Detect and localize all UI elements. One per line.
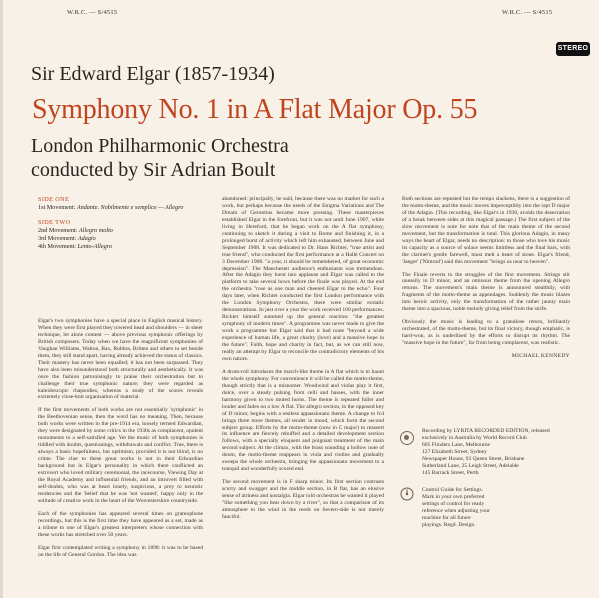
movement-line: [38, 204, 183, 212]
paragraph: abandoned: principally, he said, because there was no market for such a work, but perhaps because the needs of the Enigma Variations and The Dream of Gerontius became more pressing. These masterpieces established Elgar in the forefront, but it was not until June 1907, while living in Hereford, that he began work on the A flat symphony, continuing to sketch it during a visit to Rome and finishing it, in a prolonged burst of activity which left him exhausted, between June and September 1908. It was dedicated to Dr. Hans Richter, "true artist and true friend", who conducted the first performance at a Hallé Concert on 3 December 1908. "a year, it should be remembered, of great economic depression". The Manchester audience's enthusiasm was tremendous. After the Adagio they burst into applause and Elgar was called to the platform to take several bows before the finale was played. At the end the orchestra "rose as one man and cheered Elgar to the echo". Four days later, when Richter conducted the first London performance with the London Symphony Orchestra, there were similar ecstatic demonstrations. In just over a year the work received 100 performances. Richter himself summed up the general reaction: "the greatest symphony of modern times". A programme was never made to give the work a programme but Elgar said that it had none "beyond a wide experience of human life, a great charity (love) and a massive hope in the future". Faith, hope and charity in fact, but, as we can still now, really an attempt by Elgar to reconcile the contradictory elements of his own nature.: [222, 196, 384, 362]
credit-line: Newspaper House, 93 Queen Street, Brisbane: [422, 455, 525, 462]
movement-tempo: Lento-Allegro: [77, 243, 113, 250]
guide-line: reference when adjusting your: [422, 507, 490, 514]
guide-line: machine for all future: [422, 514, 471, 521]
movement-line: [38, 227, 183, 235]
paragraph: The second movement is in F sharp minor. Its first section contrasts scurry and swagger and the middle section, in B flat, has an elusive sense of airiness and nostalgia. Elgar told orchestras he wanted it played "like something you hear down by a river", so that a comparison of its atmosphere to the wind in the reeds on Severn-side is not merely fanciful.: [222, 479, 384, 520]
guide-line: playings. Regd. Design.: [422, 521, 476, 528]
guide-line: Mark in your own preferred: [422, 493, 485, 500]
movement-number: 2nd Movement:: [38, 227, 78, 234]
guide-line: Control Guide for Settings.: [422, 487, 483, 493]
sleeve-edge: [0, 0, 3, 598]
paragraph: If the first movements of both works are not essentially 'symphonic' in the Beethovenian sense, then the word has no meaning. Then, because both works were written in the pre-1914 era, loosely termed Edwardian, they were designated by some critics in the 1930s as complacent, opulent monuments to a self-satisfied age. Yet the music of both symphonies is riddled with doubts, questionings, withdrawals and conflict. True, there is always a basic hopefulness, but optimism, provided it is not blind, is no crime. The clue to these great works is not in their Edwardian background but in Elgar's personality in which there conflicted an extrovert who loved military ceremonial, the racecourse, Viewing Day at the Royal Academy and influential friends, and an introvert filled with self-doubts, who was at heart lonely, suspicious, a prey to neurotic tendencies and the 'belief that he was 'not wanted', happy only in the solitude of creative work in the heart of the Worcestershire countryside.: [38, 407, 203, 504]
side-one-label: SIDE ONE: [38, 196, 70, 203]
liner-notes-column-2: [222, 196, 384, 527]
paragraph: Elgar's two symphonies have a special place in English musical history. When they were first played they towered head and shoulders — in sheer technique, let alone content — above previous symphonic offerings by British composers. Today when we have the magnificent symphonies of Vaughan Williams, Walton, Bax, Rubbra, Britten and others to set beside them, they still stand apart, having already achieved the status of classics. Their mastery has never been equalled; it has not been surpassed. They have also been misunderstood both structurally and aesthetically. It was once the fashion patronisingly to praise their orchestration but to challenge their true symphonic nature; they were regarded as kaleidoscopic rhapsodies, whereas a study of the scores reveals extremely close-knit organisation of material.: [38, 318, 203, 401]
credit-line: 127 Elizabeth Street, Sydney: [422, 448, 487, 455]
paragraph: The Finale reverts to the struggles of the first movement. Strings stir uneasily in D minor, and an ominous theme from the opening Allegro returns. The movement's main theme is announced stealthily, with fragments of the motto-theme as appendages. Suddenly the music blazes into heroic activity, only the transformation of the rather jaunty main theme into a spacious, noble melody giving relief from the strife.: [402, 271, 570, 313]
credit-line: exclusively in Australia by World Record Club: [422, 434, 527, 441]
track-listing: [38, 196, 183, 251]
catalog-number-right: W.R.C. — S/4515: [502, 9, 553, 16]
credit-line: Sutherland Lane, 25 Leigh Street, Adelaide: [422, 462, 519, 469]
movement-number: 1st Movement:: [38, 204, 76, 211]
paragraph: A drum-roll introduces the march-like theme in A flat which is to haunt the whole symphony. For convenience it will be called the motto-theme, though strictly that is a misnomer. Woodwind and violas play it first, dolce, over a steady pulsing from celli and basses, with the inner harmony given to two muted horns. The theme is repeated fuller and louder and fades on a low A flat. The allegro section, in the opposed key of D minor, begins with a restless appassionato theme. A change to 6/4 brings three more themes, all tender in mood, which form the second subject group. Efforts by the motto-theme (now in C major) to reassert its influence are fiercely rebuffed and a detailed development section follows, with a specially eloquent and poignant treatment of the main second subject. At the climax, with the brass sounding a hollow note of doom, the motto-theme reappears in viola and violins and gradually sweeps the whole orchestra, bringing the appassionato movement to a tranquil and wonderfully scored end.: [222, 368, 384, 473]
movement-number: 3rd Movement:: [38, 235, 77, 242]
composer-heading: Sir Edward Elgar (1857-1934): [31, 63, 275, 85]
credit-line: Recording by LYRITA RECORDED EDITION, released: [422, 428, 550, 434]
credit-line: 145 Barrack Street, Perth: [422, 469, 479, 476]
paragraph: Elgar first contemplated writing a symphony in 1898: it was to be based on the life of General Gordon. The idea was: [38, 544, 203, 558]
paragraph: Each of the symphonies has appeared several times on gramophone recordings, but this is the first time they have appeared as a set, made as a tribute to one of Elgar's greatest interpreters whose connection with these works has stretched over 50 years.: [38, 510, 203, 538]
movement-line: [38, 235, 183, 243]
liner-notes-column-1: [38, 318, 203, 565]
movement-tempo: Adagio: [77, 235, 96, 242]
movement-number: 4th Movement:: [38, 243, 76, 250]
movement-tempo: Andante. Nobilmente e semplice — Allegro: [76, 204, 184, 211]
movement-line: [38, 243, 183, 251]
work-title: Symphony No. 1 in A Flat Major Op. 55: [32, 94, 478, 125]
guide-line: settings of control for ready: [422, 500, 485, 507]
paragraph: Obviously the music is leading to a grandiose return, brilliantly orchestrated, of the motto-theme, but its final victory, though emphatic, is hard-won, as is underlined by the efforts to disrupt its rhythm. The "massive hope in the future", far from being complacent, was realistic.: [402, 319, 570, 347]
control-guide-note: [422, 487, 512, 529]
author-signature: MICHAEL KENNEDY: [511, 353, 570, 360]
record-label-logo-icon: [400, 431, 414, 445]
recording-credits: [422, 428, 582, 477]
credit-line: 605 Flinders Lane, Melbourne: [422, 441, 491, 448]
control-guide-dial-icon: [400, 487, 414, 501]
conductor-line: conducted by Sir Adrian Boult: [31, 159, 276, 181]
side-two-label: SIDE TWO: [38, 219, 71, 226]
liner-notes-column-3: [402, 196, 570, 360]
movement-tempo: Allegro molto: [78, 227, 113, 234]
stereo-badge: STEREO: [556, 42, 590, 56]
catalog-number-left: W.R.C. — S/4515: [67, 9, 118, 16]
paragraph: Both sections are repeated but the tempo slackens, there is a suggestion of the motto-theme, and the music moves imperceptibly into the rapt D major of the Adagio. (This recording, like Elgar's in 1930, avoids the desecration of a break between sides at this magical passage.) The first subject of the slow movement is note for note that of the main theme of the second movement, but the transformation is total. This glorious Adagio, in many ways the heart of Elgar, needs no description: to those who love his music its capacity as a source of solace seems limitless and the final bars, with the clarinet's gentle farewell, must melt a heart of stone. Elgar's friend, 'Jaeger' ('Nimrod') said this movement "brings us near to heaven".: [402, 196, 570, 265]
orchestra-name: London Philharmonic Orchestra: [31, 135, 289, 157]
